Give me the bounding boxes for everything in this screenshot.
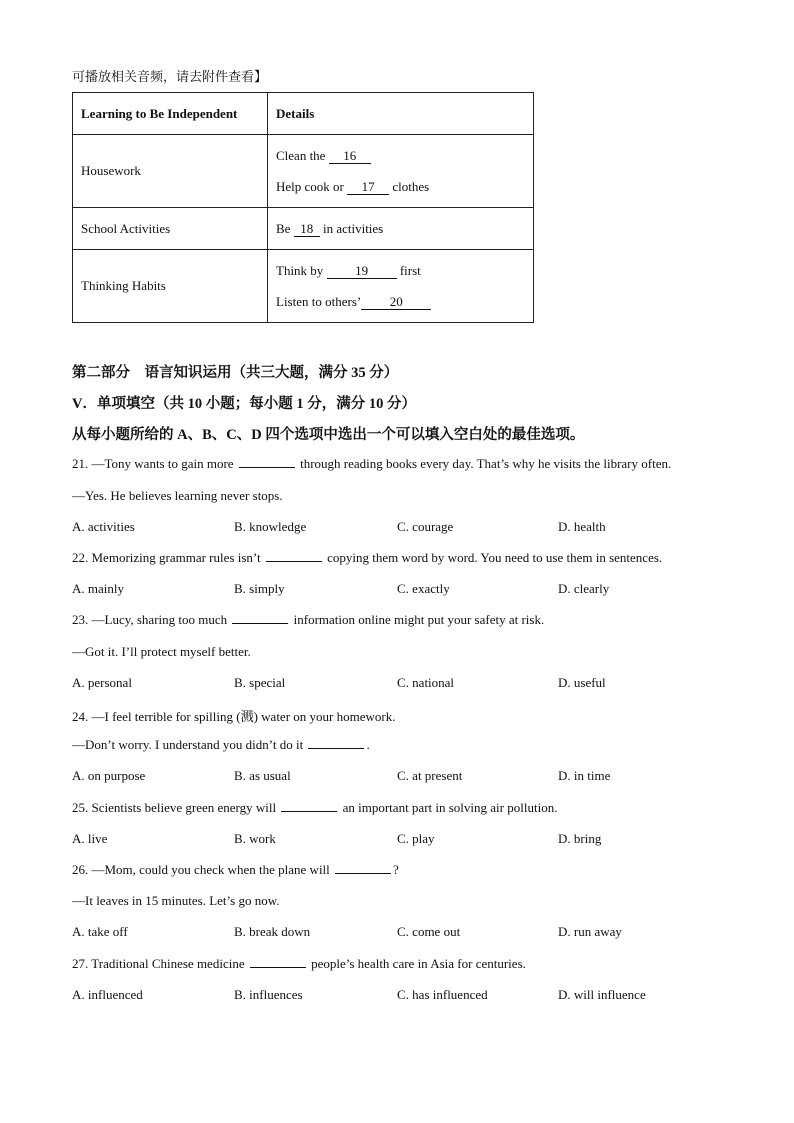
q25-option-c: C. play — [397, 831, 435, 846]
question-26-line-1: 26. —Mom, could you check when the plane will ? — [72, 862, 399, 877]
q24-option-a: A. on purpose — [72, 768, 146, 783]
row-topic: Housework — [73, 135, 268, 208]
question-27-line-1: 27. Traditional Chinese medicine people’s health care in Asia for centuries. — [72, 956, 526, 971]
row-topic: School Activities — [73, 208, 268, 250]
question-23-line-1: 23. —Lucy, sharing too much information online might put your safety at risk. — [72, 612, 545, 627]
q27-option-a: A. influenced — [72, 987, 143, 1002]
q21-option-d: D. health — [558, 519, 606, 534]
q23-option-c: C. national — [397, 675, 455, 690]
q27-option-c: C. has influenced — [397, 987, 488, 1002]
q24-option-b: B. as usual — [234, 768, 291, 783]
q23-option-d: D. useful — [558, 675, 606, 690]
q25-option-a: A. live — [72, 831, 108, 846]
q22-option-b: B. simply — [234, 581, 285, 596]
answer-blank — [308, 737, 364, 749]
blank-17: 17 — [347, 180, 389, 195]
question-23-line-2: —Got it. I’ll protect myself better. — [72, 644, 251, 659]
detail-line: Clean the 16 — [276, 140, 525, 171]
q26-option-a: A. take off — [72, 924, 128, 939]
independence-table — [72, 92, 534, 323]
instruction: 从每小题所给的 A、B、C、D 四个选项中选出一个可以填入空白处的最佳选项。 — [72, 427, 585, 443]
detail-line: Think by 19 first — [276, 263, 421, 278]
q27-option-d: D. will influence — [558, 987, 646, 1002]
question-24-line-1: 24. —I feel terrible for spilling (溅) water on your homework. — [72, 709, 396, 724]
question-26-line-2: —It leaves in 15 minutes. Let’s go now. — [72, 893, 280, 908]
part2-heading: 第二部分 语言知识运用（共三大题，满分 35 分） — [72, 365, 399, 381]
q23-option-b: B. special — [234, 675, 286, 690]
question-25-line-1: 25. Scientists believe green energy will an important part in solving air pollution. — [72, 800, 558, 815]
answer-blank — [266, 550, 322, 562]
table-row — [73, 250, 534, 323]
q24-option-d: D. in time — [558, 768, 611, 783]
answer-blank — [335, 862, 391, 874]
table-row — [73, 135, 534, 208]
q22-option-d: D. clearly — [558, 581, 610, 596]
row-details: Be 18 in activities — [268, 208, 534, 250]
row-details — [268, 250, 534, 323]
blank-18: 18 — [294, 222, 320, 237]
section5-heading: V．单项填空（共 10 小题；每小题 1 分，满分 10 分） — [72, 396, 416, 412]
q26-option-c: C. come out — [397, 924, 461, 939]
q22-option-a: A. mainly — [72, 581, 124, 596]
q21-option-b: B. knowledge — [234, 519, 307, 534]
question-21-line-2: —Yes. He believes learning never stops. — [72, 488, 283, 503]
blank-16: 16 — [329, 149, 371, 164]
q24-option-c: C. at present — [397, 768, 463, 783]
question-22-line-1: 22. Memorizing grammar rules isn’t copying them word by word. You need to use them in sentences. — [72, 550, 663, 565]
answer-blank — [239, 456, 295, 468]
question-21-line-1: 21. —Tony wants to gain more through reading books every day. That’s why he visits the library often. — [72, 456, 672, 471]
q26-option-d: D. run away — [558, 924, 622, 939]
q25-option-d: D. bring — [558, 831, 602, 846]
blank-20: 20 — [361, 295, 431, 310]
audio-note: 可播放相关音频，请去附件查看】 — [72, 69, 268, 84]
detail-line: Help cook or 17 clothes — [276, 179, 430, 194]
blank-19: 19 — [327, 264, 397, 279]
header-details: Details — [268, 93, 534, 135]
row-topic: Thinking Habits — [73, 250, 268, 323]
answer-blank — [281, 800, 337, 812]
row-details — [268, 135, 534, 208]
q21-option-a: A. activities — [72, 519, 135, 534]
q26-option-b: B. break down — [234, 924, 311, 939]
q23-option-a: A. personal — [72, 675, 132, 690]
table-header-row — [73, 93, 534, 135]
q25-option-b: B. work — [234, 831, 276, 846]
q22-option-c: C. exactly — [397, 581, 450, 596]
q21-option-c: C. courage — [397, 519, 454, 534]
header-topic: Learning to Be Independent — [73, 93, 268, 135]
q27-option-b: B. influences — [234, 987, 303, 1002]
answer-blank — [232, 612, 288, 624]
question-24-line-2: —Don’t worry. I understand you didn’t do it . — [72, 737, 370, 752]
answer-blank — [250, 956, 306, 968]
table-row — [73, 208, 534, 250]
detail-line: Listen to others’ 20 — [276, 286, 525, 317]
